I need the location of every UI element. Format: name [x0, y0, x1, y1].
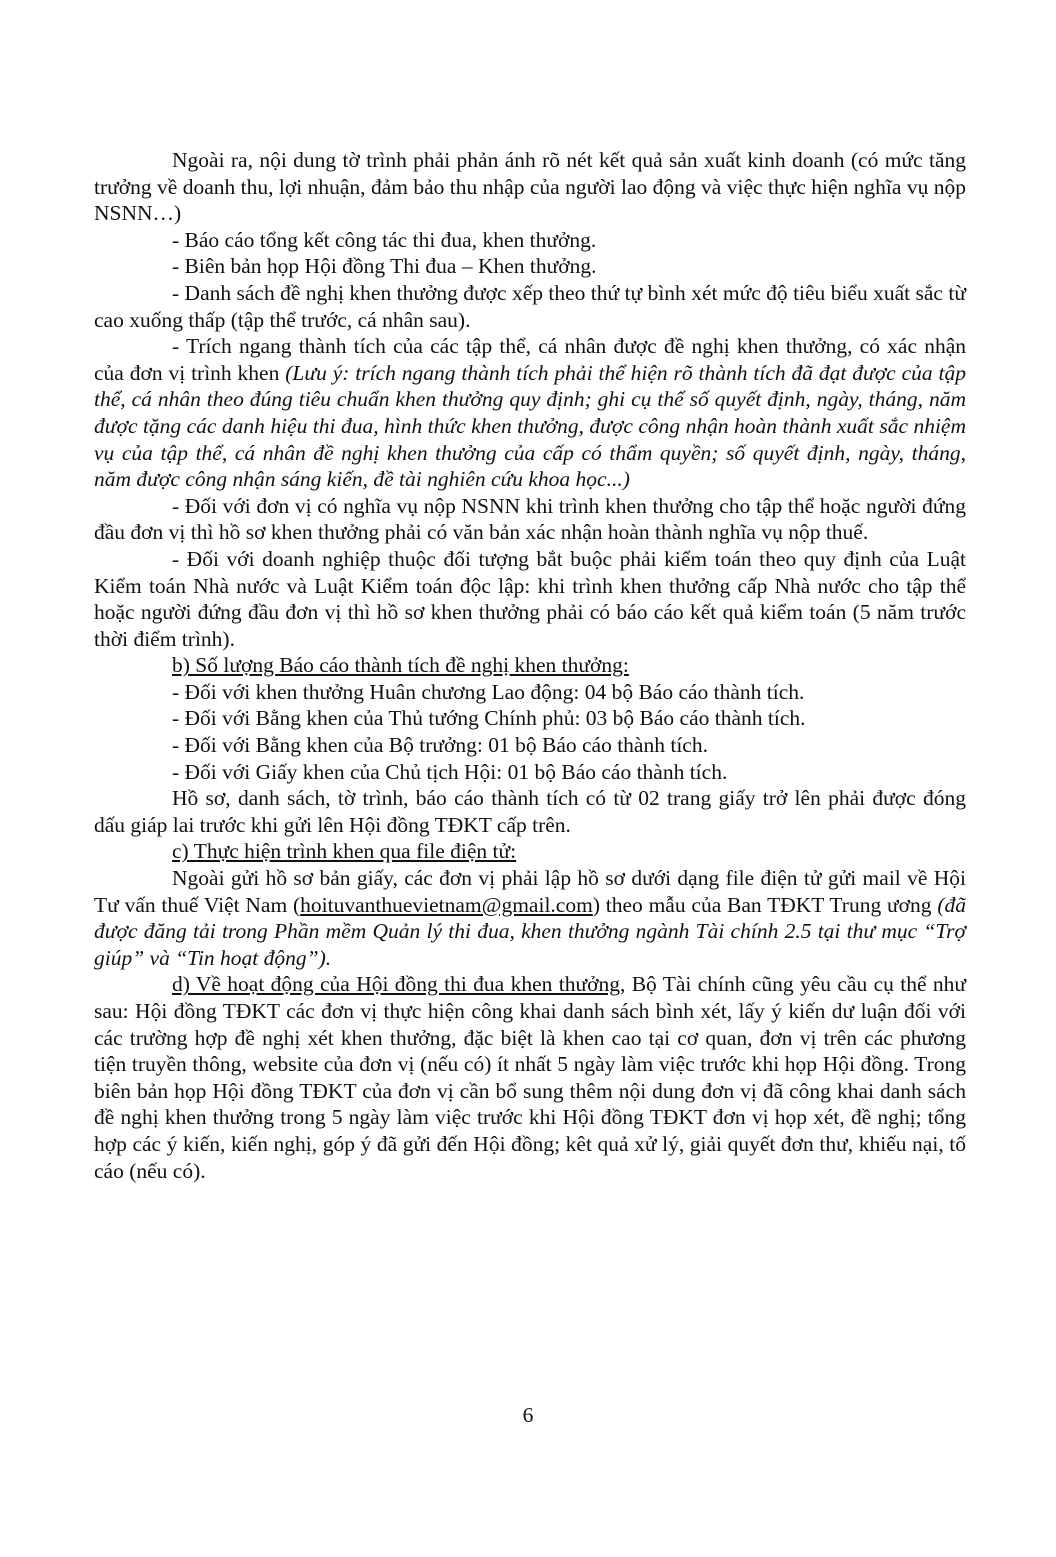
- list-item-nomination-list: - Danh sách đề nghị khen thưởng được xếp theo thứ tự bình xét mức độ tiêu biểu xuất sắc từ cao xuống thấp (tập thể trước, cá nhân sau).: [94, 280, 966, 332]
- achievement-summary-text: - Trích ngang thành tích của các tập thể, cá nhân được đề nghị khen thưởng, có xác nhận của đơn vị trình khen: [94, 334, 966, 385]
- email-link[interactable]: hoituvanthuevietnam@gmail.com: [300, 892, 593, 917]
- list-item-minutes: - Biên bản họp Hội đồng Thi đua – Khen thưởng.: [172, 254, 597, 279]
- electronic-file-text-2: ) theo mẫu của Ban TĐKT Trung ương: [592, 892, 938, 917]
- council-activity-text: , Bộ Tài chính cũng yêu cầu cụ thể như sau: Hội đồng TĐKT các đơn vị thực hiện công khai danh sách bình xét, lấy ý kiến dư luận đối với các trường hợp đề nghị xét khen thưởng, đặc biệt là khen cao tại cơ quan, đơn vị trên các phương tiện truyền thông, website của đơn vị (nếu có) ít nhất 5 ngày làm việc trước khi họp Hội đồng. Trong biên bản họp Hội đồng TĐKT của đơn vị cần bổ sung thêm nội dung đơn vị đã công khai danh sách đề nghị khen thưởng trong 5 ngày làm việc trước khi Hội đồng TĐKT đơn vị họp xét, đề nghị; tổng hợp các ý kiến, kiến nghị, góp ý đã gửi đến Hội đồng; kêt quả xử lý, giải quyết đơn thư, khiếu nại, tố cáo (nếu có).: [94, 972, 966, 1183]
- page-number: 6: [522, 1403, 534, 1427]
- paragraph-electronic-file: [94, 865, 966, 971]
- electronic-file-note: (đã được đăng tải trong Phần mềm Quản lý thi đua, khen thưởng ngành Tài chính 2.5 tại thư mục “Trợ giúp” và “Tin hoạt động”).: [94, 892, 967, 970]
- list-item-audit: - Đối với doanh nghiệp thuộc đối tượng bắt buộc phải kiểm toán theo quy định của Luật Kiểm toán Nhà nước và Luật Kiểm toán độc lập: khi trình khen thưởng cấp Nhà nước cho tập thể hoặc người đứng đầu đơn vị thì hồ sơ khen thưởng phải có báo cáo kết quả kiểm toán (5 năm trước thời điểm trình).: [94, 546, 966, 651]
- section-heading-d-text: d) Về hoạt động của Hội đồng thi đua khen thưởng: [172, 972, 620, 997]
- list-item-achievement-summary: [94, 333, 966, 493]
- section-heading-b-text: b) Số lượng Báo cáo thành tích đề nghị khen thưởng:: [172, 653, 629, 678]
- list-item-pm-certificate: - Đối với Bằng khen của Thủ tướng Chính phủ: 03 bộ Báo cáo thành tích.: [172, 706, 806, 731]
- section-heading-b: [94, 652, 966, 679]
- paragraph-council-activity: [94, 971, 966, 1184]
- list-item-minister-certificate: - Đối với Bằng khen của Bộ trưởng: 01 bộ Báo cáo thành tích.: [172, 733, 708, 758]
- list-item-chairman-certificate: - Đối với Giấy khen của Chủ tịch Hội: 01 bộ Báo cáo thành tích.: [172, 759, 728, 784]
- list-item-report: - Báo cáo tổng kết công tác thi đua, khen thưởng.: [172, 227, 597, 252]
- paragraph-intro: Ngoài ra, nội dung tờ trình phải phản ánh rõ nét kết quả sản xuất kinh doanh (có mức tăng trưởng về doanh thu, lợi nhuận, đảm bảo thu nhập của người lao động và việc thực hiện nghĩa vụ nộp NSNN…): [94, 148, 966, 226]
- paragraph-stamp: Hồ sơ, danh sách, tờ trình, báo cáo thành tích có từ 02 trang giấy trở lên phải được đóng dấu giáp lai trước khi gửi lên Hội đồng TĐKT cấp trên.: [94, 786, 966, 837]
- electronic-file-text: Ngoài gửi hồ sơ bản giấy, các đơn vị phải lập hồ sơ dưới dạng file điện tử gửi mail về Hội Tư vấn thuế Việt Nam (: [94, 866, 966, 917]
- section-heading-c-text: c) Thực hiện trình khen qua file điện tử:: [172, 839, 517, 864]
- achievement-summary-note: (Lưu ý: trích ngang thành tích phải thể hiện rõ thành tích đã đạt được của tập thể, cá nhân theo đúng tiêu chuẩn khen thưởng quy định; ghi cụ thể số quyết định, ngày, tháng, năm được tặng các danh hiệu thi đua, hình thức khen thưởng, được công nhận hoàn thành xuất sắc nhiệm vụ của tập thể, cá nhân đề nghị khen thưởng của cấp có thẩm quyền; số quyết định, ngày, tháng, năm được công nhận sáng kiến, đề tài nghiên cứu khoa học...): [94, 360, 967, 492]
- list-item-tax-obligation: - Đối với đơn vị có nghĩa vụ nộp NSNN khi trình khen thưởng cho tập thể hoặc người đứng đầu đơn vị thì hồ sơ khen thưởng phải có văn bản xác nhận hoàn thành nghĩa vụ nộp thuế.: [94, 493, 966, 545]
- document-body: [94, 147, 966, 1184]
- section-heading-c: [94, 838, 966, 865]
- list-item-labor-medal: - Đối với khen thưởng Huân chương Lao động: 04 bộ Báo cáo thành tích.: [172, 679, 805, 704]
